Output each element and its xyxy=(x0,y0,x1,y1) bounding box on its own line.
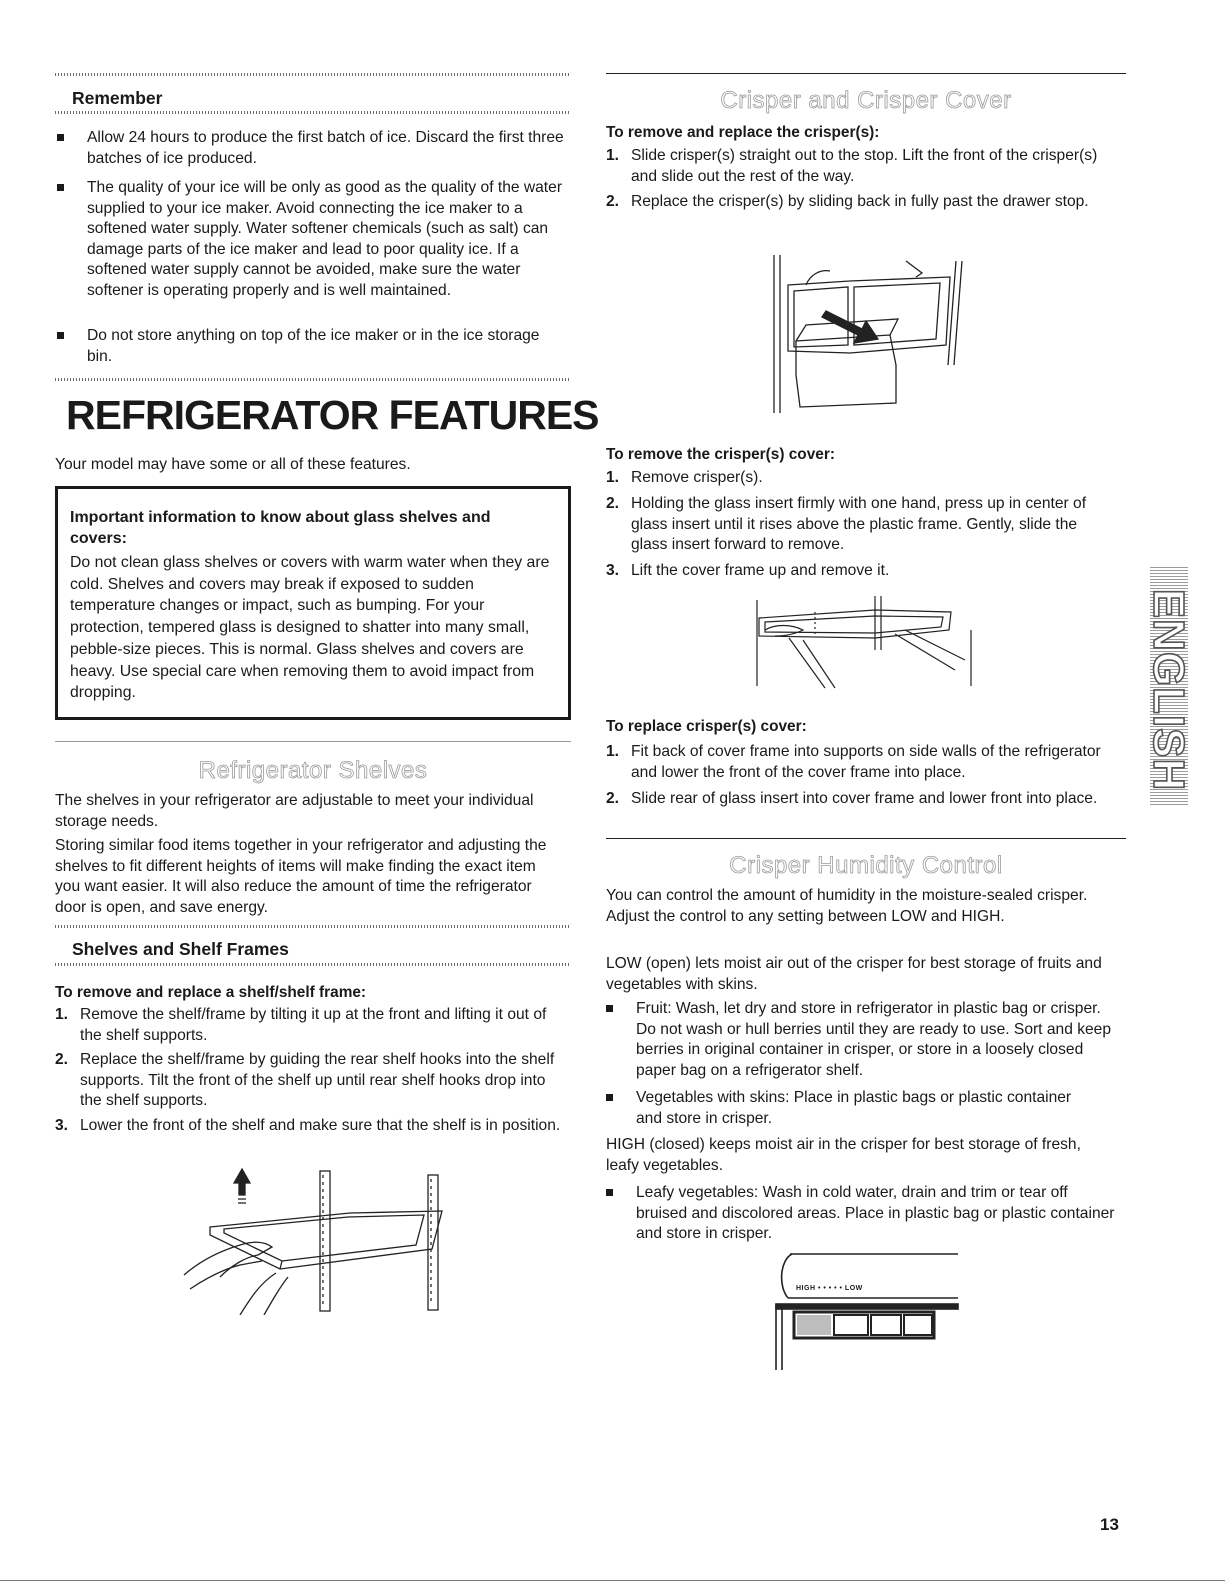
shelf-frames-heading: Shelves and Shelf Frames xyxy=(72,939,289,959)
shelf-step-text: Lower the front of the shelf and make sure that the shelf is in position. xyxy=(80,1117,561,1134)
bullet-square-icon xyxy=(57,134,64,141)
crisper-section-title: Crisper and Crisper Cover xyxy=(720,87,1012,114)
cover-remove-step-text: Holding the glass insert firmly with one hand, press up in center of glass insert until it rises above the plastic frame. Gently, slide the glass insert forward to remove. xyxy=(631,495,1087,553)
shelves-para-1: The shelves in your refrigerator are adjustable to meet your individual storage needs. xyxy=(55,792,534,830)
humidity-para-1: You can control the amount of humidity in the moisture-sealed crisper. Adjust the control to any setting between LOW and HIGH. xyxy=(606,887,1088,925)
language-tab-label: ENGLISH xyxy=(1144,588,1193,792)
humidity-control-frame xyxy=(770,1250,960,1370)
features-intro: Your model may have some or all of these features. xyxy=(55,456,411,473)
humidity-top-rule xyxy=(606,838,1126,839)
remember-heading: Remember xyxy=(72,88,163,108)
glass-warning-heading: Important information to know about glass shelves and covers: xyxy=(70,509,491,547)
remember-bullet-text: Do not store anything on top of the ice maker or in the ice storage bin. xyxy=(87,327,540,365)
cover-replace-step-text: Slide rear of glass insert into cover frame and lower front into place. xyxy=(631,790,1098,807)
bullet-square-icon xyxy=(57,184,64,191)
humidity-control-label: HIGH • • • • • LOW xyxy=(796,1285,863,1292)
shelves-section-title: Refrigerator Shelves xyxy=(198,757,428,784)
shelf-frames-top-rule xyxy=(55,925,571,928)
bullet-square-icon xyxy=(606,1005,613,1012)
glass-warning-box xyxy=(55,486,571,720)
remember-bullet-text: The quality of your ice will be only as good as the quality of the water supplied to your ice maker. Avoid connecting the ice maker to a softened water supply. Water softener chemicals (such as salt) can damage parts of the ice maker and lead to poor quality ice. If a softened water supply cannot be avoided, make sure the water softener is operating properly and is well maintained. xyxy=(87,179,563,299)
humidity-bullet-text: Vegetables with skins: Place in plastic bags or plastic container and store in crisper. xyxy=(636,1089,1072,1127)
humidity-bullet-text: Fruit: Wash, let dry and store in refrigerator in plastic bag or crisper. Do not wash or hull berries until they are ready to use. Sort and keep berries in original container in crisper, or store in a loosely closed paper bag on a refrigerator shelf. xyxy=(636,1000,1112,1079)
shelf-step-text: Remove the shelf/frame by tilting it up at the front and lifting it out of the shelf supports. xyxy=(80,1006,547,1044)
bullet-square-icon xyxy=(606,1189,613,1196)
crisper-top-rule xyxy=(606,73,1126,74)
crisper-drawer-illustration xyxy=(770,255,970,415)
remember-underline xyxy=(55,111,571,114)
bullet-square-icon xyxy=(606,1094,613,1101)
remember-bottom-rule xyxy=(55,378,571,381)
cover-replace-label: To replace crisper(s) cover: xyxy=(606,718,807,735)
humidity-bullet-text: Leafy vegetables: Wash in cold water, drain and trim or tear off bruised and discolored areas. Place in plastic bag or plastic container and store in crisper. xyxy=(636,1184,1115,1242)
remember-bullet-text: Allow 24 hours to produce the first batch of ice. Discard the first three batches of ice produced. xyxy=(87,129,564,167)
language-side-tab xyxy=(1144,565,1193,805)
crisper-remove-label: To remove and replace the crisper(s): xyxy=(606,124,880,141)
humidity-para-2: LOW (open) lets moist air out of the crisper for best storage of fruits and vegetables with skins. xyxy=(606,955,1102,993)
page-title: REFRIGERATOR FEATURES xyxy=(66,392,599,438)
bullet-square-icon xyxy=(57,332,64,339)
humidity-section-title: Crisper Humidity Control xyxy=(729,852,1003,879)
crisper-step-text: Replace the crisper(s) by sliding back in fully past the drawer stop. xyxy=(631,193,1089,210)
shelf-frames-underline xyxy=(55,963,571,966)
cover-replace-step-text: Fit back of cover frame into supports on side walls of the refrigerator and lower the front of the cover frame into place. xyxy=(631,743,1101,781)
humidity-para-3: HIGH (closed) keeps moist air in the crisper for best storage of fresh, leafy vegetables. xyxy=(606,1136,1081,1174)
crisper-step-text: Slide crisper(s) straight out to the stop. Lift the front of the crisper(s) and slide out the rest of the way. xyxy=(631,147,1098,185)
shelf-removal-illustration xyxy=(180,1165,470,1315)
top-left-rule xyxy=(55,73,571,76)
page-bottom-rule xyxy=(0,1580,1225,1581)
cover-remove-label: To remove the crisper(s) cover: xyxy=(606,446,835,463)
glass-warning-body: Do not clean glass shelves or covers with warm water when they are cold. Shelves and covers may break if exposed to sudden temperature changes or impact, such as bumping. For your protection, tempered glass is designed to shatter into many small, pebble-size pieces. This is normal. Glass shelves and covers are heavy. Use special care when removing them to avoid impact from dropping. xyxy=(70,554,550,702)
cover-remove-step-text: Lift the cover frame up and remove it. xyxy=(631,562,890,579)
shelf-step-text: Replace the shelf/frame by guiding the rear shelf hooks into the shelf supports. Tilt the front of the shelf up until rear shelf hooks drop into the shelf supports. xyxy=(80,1051,555,1109)
shelf-remove-label: To remove and replace a shelf/shelf frame: xyxy=(55,984,367,1001)
shelves-top-rule xyxy=(55,741,571,742)
crisper-cover-illustration xyxy=(755,590,985,690)
shelves-para-2: Storing similar food items together in your refrigerator and adjusting the shelves to fit different heights of items will make finding the exact item you want easier. It will also reduce the amount of time the refrigerator door is open, and save energy. xyxy=(55,837,547,916)
cover-remove-step-text: Remove crisper(s). xyxy=(631,469,763,486)
page-number: 13 xyxy=(1100,1515,1119,1534)
humidity-control-illustration xyxy=(770,1250,960,1370)
